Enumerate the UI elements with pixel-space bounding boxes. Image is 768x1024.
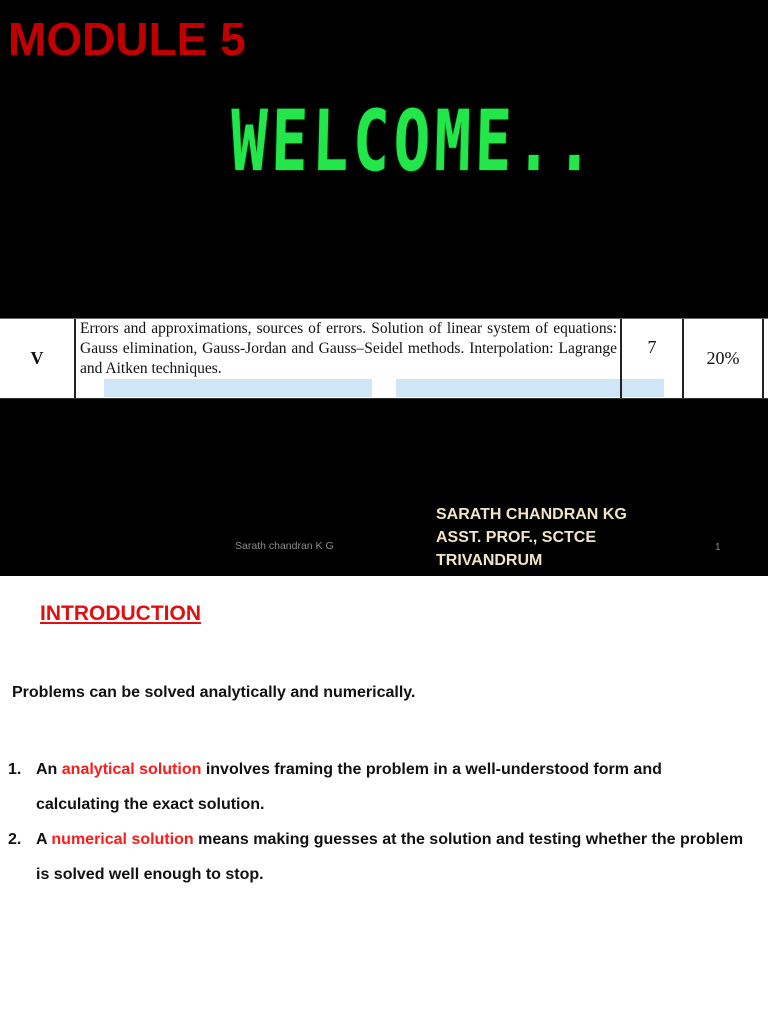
lead-text: Problems can be solved analytically and numerically. <box>12 684 416 701</box>
syllabus-row <box>0 318 768 399</box>
intro-heading: INTRODUCTION <box>40 602 201 625</box>
footer-author: Sarath chandran K G <box>235 540 334 552</box>
syllabus-hours: 7 <box>622 319 684 398</box>
module-title: MODULE 5 <box>8 13 246 65</box>
item-text-pre: An <box>36 761 62 778</box>
syllabus-unit: V <box>0 319 76 398</box>
solution-list <box>8 752 748 892</box>
list-number: 2. <box>8 831 22 848</box>
syllabus-description: Errors and approximations, sources of errors. Solution of linear system of equations: Gauss elimination, Gauss-Jordan and Gauss–Seidel methods. Interpolation: Lagrange and Aitken techniques. <box>76 319 622 398</box>
list-item <box>8 752 748 822</box>
author-designation: ASST. PROF., SCTCE <box>436 529 597 546</box>
author-name: SARATH CHANDRAN KG <box>436 506 627 523</box>
highlight-term: numerical solution <box>51 831 194 848</box>
list-item <box>8 822 748 892</box>
author-block <box>436 503 627 572</box>
author-place: TRIVANDRUM <box>436 552 543 569</box>
highlight-term: analytical solution <box>61 761 202 778</box>
item-text-pre: A <box>36 831 52 848</box>
list-number: 1. <box>8 761 22 778</box>
slide-2 <box>0 576 768 1024</box>
syllabus-marks: 20% <box>684 319 764 398</box>
item-text-post: involves framing the problem in a well-understood form and calculating the exact solution. <box>36 761 662 813</box>
welcome-banner: WELCOME.. <box>229 92 599 190</box>
item-text-post: means making guesses at the solution and testing whether the problem is solved well enough to stop. <box>36 831 744 883</box>
page-number: 1 <box>715 542 721 553</box>
